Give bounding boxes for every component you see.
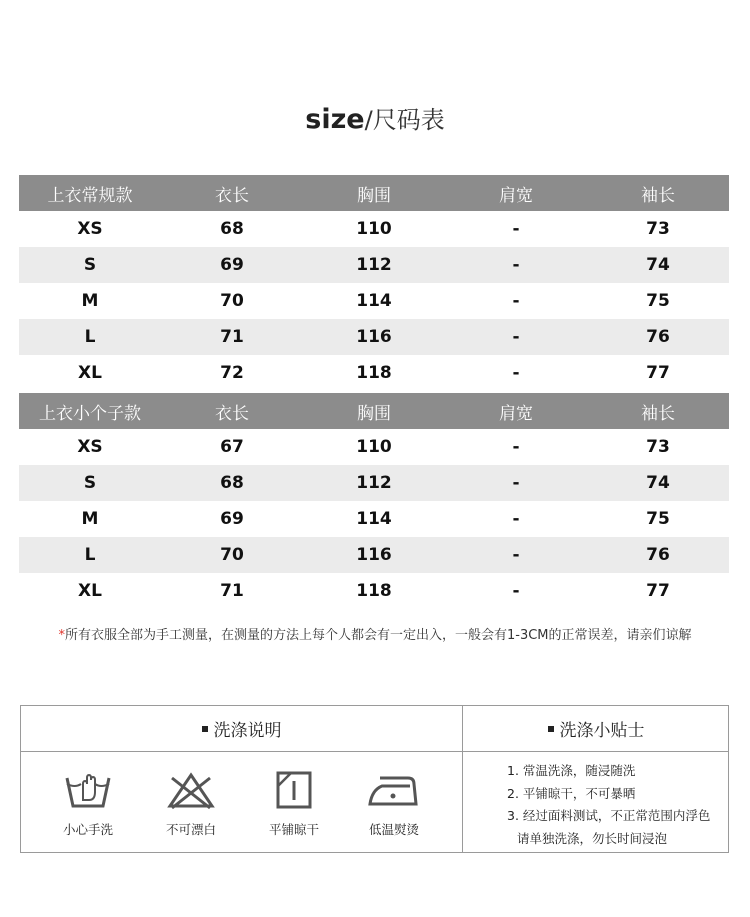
table-cell: XL <box>78 363 102 383</box>
table-cell: XS <box>77 437 103 457</box>
table-cell: 75 <box>646 509 670 529</box>
care-icons-row <box>21 752 462 853</box>
tip-item: 请单独洗涤，勿长时间浸泡 <box>517 830 668 846</box>
care-label: 不可漂白 <box>165 822 216 837</box>
table-cell: 75 <box>646 291 670 311</box>
table-cell: - <box>512 363 520 383</box>
tip-item: 1. 常温洗涤，随浸随洗 <box>507 763 636 778</box>
table-cell: 69 <box>161 247 303 283</box>
header-cell: 衣长 <box>161 393 303 429</box>
wash-instructions-heading <box>21 706 462 751</box>
note-text: 所有衣服全部为手工测量，在测量的方法上每个人都会有一定出入，一般会有1-3CM的正常误差，请亲们谅解 <box>64 628 692 643</box>
header-cell: 衣长 <box>161 175 303 211</box>
table-cell: 67 <box>220 437 244 457</box>
header-cell: 肩宽 <box>445 393 587 429</box>
table-cell: - <box>445 319 587 355</box>
table-cell: 77 <box>646 363 670 383</box>
table-cell: - <box>445 247 587 283</box>
header-cell: 胸围 <box>303 175 445 211</box>
dry-flat-icon <box>269 770 319 810</box>
table-cell: - <box>445 465 587 501</box>
title-separator: / <box>364 106 373 134</box>
bullet-icon <box>548 726 554 732</box>
table-cell: - <box>512 219 520 239</box>
title-cn: 尺码表 <box>372 106 445 134</box>
bullet-icon <box>202 726 208 732</box>
measurement-note <box>0 624 750 643</box>
table-cell: 71 <box>220 581 244 601</box>
table-cell: 74 <box>587 465 729 501</box>
table-cell: - <box>512 437 520 457</box>
table-cell: S <box>19 247 161 283</box>
table-cell: XS <box>77 219 103 239</box>
care-item-dry-flat <box>244 770 344 838</box>
tip-item: 2. 平铺晾干，不可暴晒 <box>507 785 636 801</box>
table-cell: 71 <box>161 319 303 355</box>
table-cell: 114 <box>356 509 392 529</box>
table-row <box>19 537 729 573</box>
table-cell: 74 <box>587 247 729 283</box>
table-cell: 73 <box>646 437 670 457</box>
table-cell: 112 <box>303 247 445 283</box>
table-cell: 116 <box>303 537 445 573</box>
table-row <box>19 247 729 283</box>
table-cell: - <box>445 537 587 573</box>
care-label: 小心手洗 <box>62 822 113 837</box>
care-item-hand-wash <box>38 770 138 838</box>
table-cell: 110 <box>356 219 392 239</box>
low-iron-icon <box>366 770 422 810</box>
table-cell: 114 <box>356 291 392 311</box>
size-table-regular <box>19 175 729 391</box>
table-cell: 112 <box>303 465 445 501</box>
table-row <box>19 355 729 391</box>
table-cell: M <box>81 509 99 529</box>
table-cell: 72 <box>220 363 244 383</box>
table-cell: - <box>512 581 520 601</box>
table-cell: - <box>512 291 520 311</box>
header-cell: 袖长 <box>587 175 729 211</box>
tip-item: 3. 经过面料测试，不正常范围内浮色 <box>507 808 711 823</box>
size-table-petite <box>19 393 729 609</box>
table-cell: 73 <box>646 219 670 239</box>
hand-wash-icon <box>63 770 113 810</box>
table-cell: M <box>81 291 99 311</box>
table-row <box>19 319 729 355</box>
care-label: 低温熨烫 <box>368 822 419 837</box>
table-cell: 69 <box>220 509 244 529</box>
header-cell: 胸围 <box>303 393 445 429</box>
care-item-no-bleach <box>141 770 241 838</box>
table-row <box>19 211 729 247</box>
header-cell: 上衣常规款 <box>19 175 161 211</box>
table-cell: 118 <box>356 363 392 383</box>
title-en: size <box>305 104 365 135</box>
care-item-low-iron <box>344 770 444 838</box>
table-row <box>19 501 729 537</box>
wash-tips-title: 洗涤小贴士 <box>559 721 645 741</box>
care-label: 平铺晾干 <box>268 822 319 837</box>
table-cell: 76 <box>587 319 729 355</box>
header-cell: 上衣小个子款 <box>19 393 161 429</box>
table-row <box>19 573 729 609</box>
table-cell: 116 <box>303 319 445 355</box>
header-cell: 肩宽 <box>445 175 587 211</box>
table-cell: 77 <box>646 581 670 601</box>
table-row <box>19 465 729 501</box>
header-cell: 袖长 <box>587 393 729 429</box>
wash-tips-heading <box>463 706 729 751</box>
note-star: * <box>58 628 65 643</box>
wash-instructions-title: 洗涤说明 <box>213 721 282 741</box>
table-row <box>19 283 729 319</box>
wash-tips-list <box>507 760 727 850</box>
table-cell: 118 <box>356 581 392 601</box>
table-row <box>19 429 729 465</box>
table-header-row <box>19 393 729 429</box>
table-cell: L <box>19 319 161 355</box>
table-cell: 68 <box>220 219 244 239</box>
table-cell: L <box>19 537 161 573</box>
table-cell: S <box>19 465 161 501</box>
table-cell: 68 <box>161 465 303 501</box>
table-header-row <box>19 175 729 211</box>
page-title <box>0 100 750 135</box>
table-cell: 76 <box>587 537 729 573</box>
table-cell: - <box>512 509 520 529</box>
no-bleach-icon <box>166 770 216 810</box>
table-cell: XL <box>78 581 102 601</box>
table-cell: 110 <box>356 437 392 457</box>
care-instructions-box <box>20 705 729 853</box>
table-cell: 70 <box>220 291 244 311</box>
table-cell: 70 <box>161 537 303 573</box>
